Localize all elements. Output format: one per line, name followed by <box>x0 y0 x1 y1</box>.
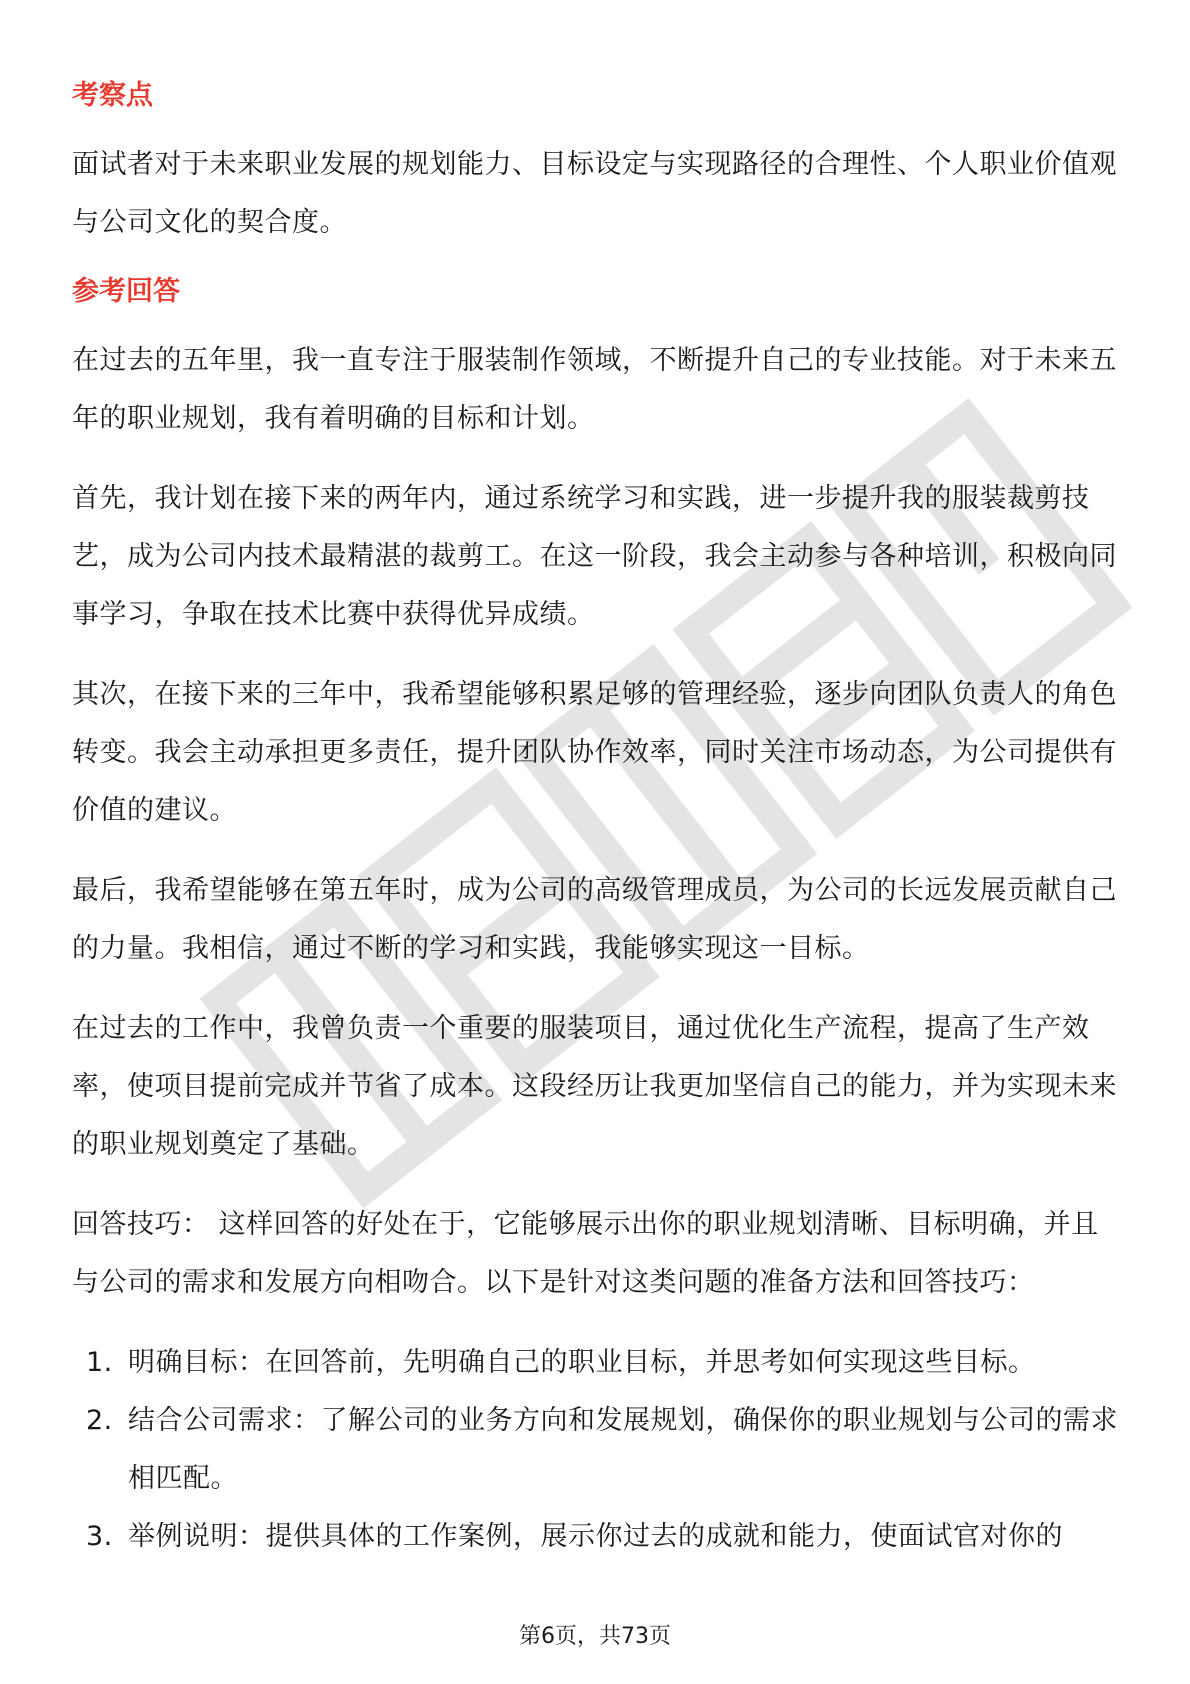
list-item <box>72 1334 1122 1392</box>
section-heading-assessment: 考察点 <box>72 80 153 111</box>
list-text: 结合公司需求：了解公司的业务方向和发展规划，确保你的职业规划与公司的需求相匹配。 <box>128 1405 1118 1494</box>
list-number: 1. <box>86 1347 113 1378</box>
paragraph-second: 其次，在接下来的三年中，我希望能够积累足够的管理经验，逐步向团队负责人的角色转变。我会主动承担更多责任，提升团队协作效率，同时关注市场动态，为公司提供有价值的建议。 <box>72 679 1117 826</box>
paragraph-experience: 在过去的工作中，我曾负责一个重要的服装项目，通过优化生产流程，提高了生产效率，使项目提前完成并节省了成本。这段经历让我更加坚信自己的能力，并为实现未来的职业规划奠定了基础。 <box>72 1013 1117 1160</box>
list-number: 3. <box>86 1521 113 1552</box>
list-text: 举例说明：提供具体的工作案例，展示你过去的成就和能力，使面试官对你的 <box>128 1521 1063 1552</box>
list-number: 2. <box>86 1405 113 1436</box>
paragraph-finally: 最后，我希望能够在第五年时，成为公司的高级管理成员，为公司的长远发展贡献自己的力量。我相信，通过不断的学习和实践，我能够实现这一目标。 <box>72 875 1117 964</box>
list-item <box>72 1392 1122 1508</box>
list-item <box>72 1508 1122 1566</box>
paragraph-intro: 在过去的五年里，我一直专注于服装制作领域，不断提升自己的专业技能。对于未来五年的职业规划，我有着明确的目标和计划。 <box>72 345 1117 434</box>
paragraph-assessment: 面试者对于未来职业发展的规划能力、目标设定与实现路径的合理性、个人职业价值观与公司文化的契合度。 <box>72 149 1117 238</box>
paragraph-tips: 回答技巧： 这样回答的好处在于，它能够展示出你的职业规划清晰、目标明确，并且与公司的需求和发展方向相吻合。以下是针对这类问题的准备方法和回答技巧： <box>72 1209 1099 1298</box>
page-number-footer: 第6页，共73页 <box>519 1624 671 1649</box>
main-content <box>72 78 1122 1566</box>
paragraph-first: 首先，我计划在接下来的两年内，通过系统学习和实践，进一步提升我的服装裁剪技艺，成为公司内技术最精湛的裁剪工。在这一阶段，我会主动参与各种培训，积极向同事学习，争取在技术比赛中获得优异成绩。 <box>72 483 1117 630</box>
section-heading-reference-answer: 参考回答 <box>72 276 180 307</box>
tips-list <box>72 1334 1122 1566</box>
list-text: 明确目标：在回答前，先明确自己的职业目标，并思考如何实现这些目标。 <box>128 1347 1036 1378</box>
